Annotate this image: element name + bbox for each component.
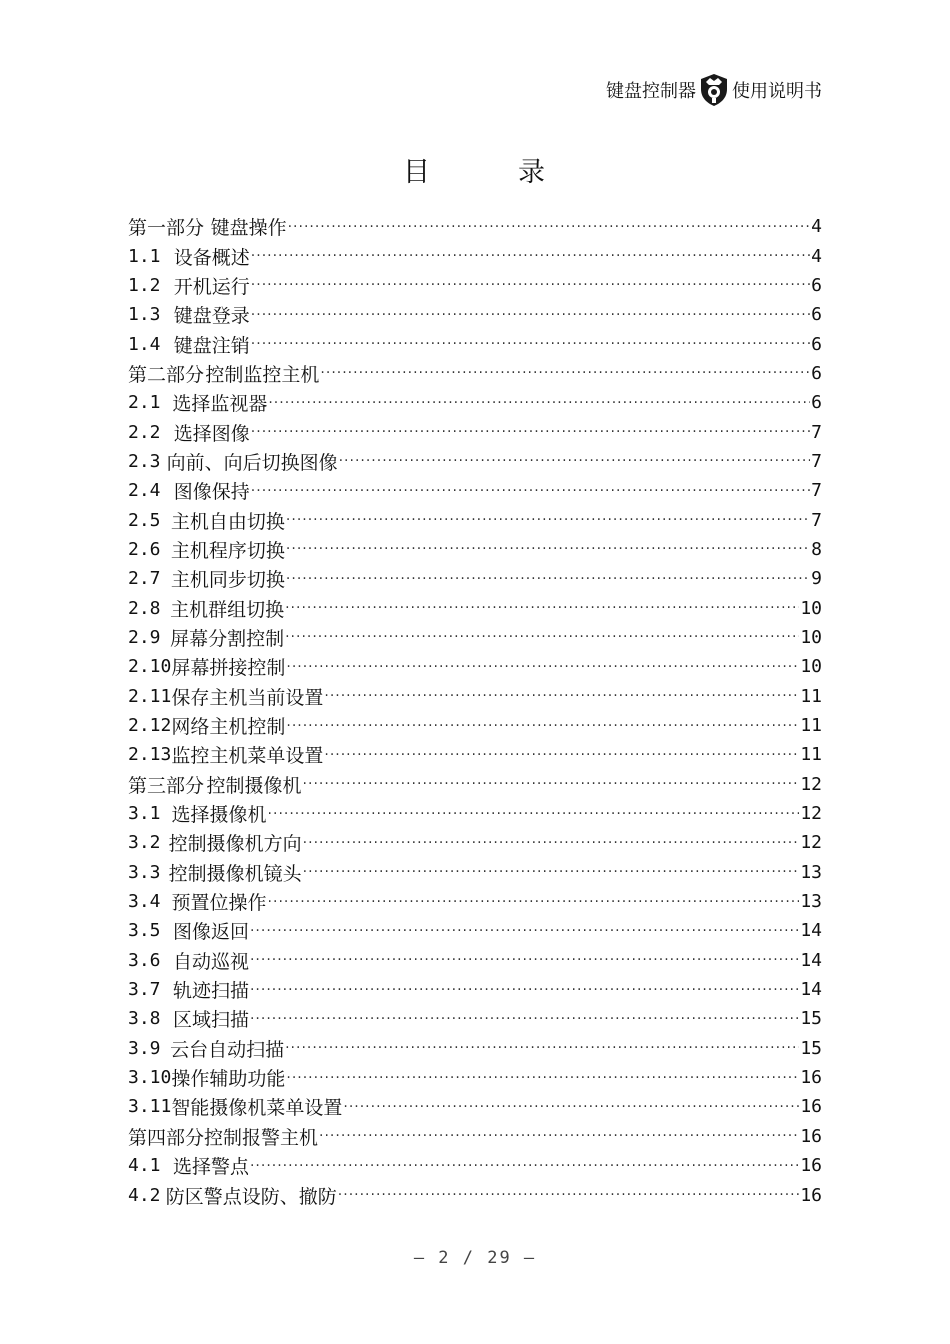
toc-section-entry[interactable] [128,564,822,593]
toc-entry-number: 3.10 [128,1067,172,1089]
toc-section-entry[interactable] [128,1034,822,1063]
toc-entry-number: 4.1 [128,1155,161,1177]
toc-title [0,150,950,189]
dot-leader [286,513,810,527]
dot-leader [286,660,799,674]
toc-entry-number: 3.4 [128,891,161,913]
dot-leader [268,396,810,410]
header-doc-type: 使用说明书 [732,81,822,102]
toc-entry-number: 3.11 [128,1096,172,1118]
toc-entry-page: 10 [800,626,822,648]
toc-entry-title: 控制摄像机 [206,774,302,797]
page-header [606,70,822,110]
dot-leader [250,1012,799,1026]
toc-entry-number: 2.8 [128,597,161,619]
toc-entry-title: 开机运行 [173,275,250,298]
toc-entry-page: 8 [811,538,822,560]
toc-section-entry[interactable] [128,241,822,270]
toc-entry-page: 10 [800,656,822,678]
toc-entry-title: 控制报警主机 [204,1126,319,1149]
toc-section-entry[interactable] [128,388,822,417]
toc-entry-number: 2.12 [128,715,172,737]
toc-section-entry[interactable] [128,1151,822,1180]
toc-entry-title: 控制摄像机镜头 [168,862,302,885]
toc-entry-number: 3.2 [128,832,161,854]
toc-entry-page: 9 [811,568,822,590]
toc-entry-number: 2.6 [128,538,161,560]
toc-section-entry[interactable] [128,476,822,505]
toc-entry-title: 预置位操作 [171,892,267,915]
toc-entry-title: 主机程序切换 [170,539,285,562]
toc-entry-title: 屏幕分割控制 [170,627,285,650]
toc-section-entry[interactable] [128,1004,822,1033]
toc-entry-title: 自动巡视 [172,950,249,973]
toc-entry-number: 1.2 [128,274,161,296]
toc-entry-page: 14 [800,949,822,971]
dot-leader [303,865,800,879]
toc-entry-title: 选择图像 [173,422,250,445]
toc-entry-page: 14 [800,920,822,942]
toc-entry-number: 第四部分 [128,1126,205,1149]
toc-part-entry[interactable] [128,359,822,388]
toc-entry-page: 16 [800,1096,822,1118]
toc-entry-title: 网络主机控制 [171,716,286,739]
toc-entry-page: 10 [800,597,822,619]
toc-title-right: 录 [518,157,547,188]
toc-entry-number: 3.9 [128,1037,161,1059]
dot-leader [251,308,810,322]
toc-entry-page: 6 [811,333,822,355]
dot-leader [251,337,810,351]
toc-entry-page: 15 [800,1037,822,1059]
dot-leader [285,601,799,615]
toc-entry-page: 7 [811,480,822,502]
toc-entry-title: 监控主机菜单设置 [171,745,324,768]
header-product-name: 键盘控制器 [606,81,696,102]
toc-entry-title: 键盘操作 [210,217,287,240]
toc-entry-title: 主机自由切换 [170,510,285,533]
toc-entry-title: 区域扫描 [172,1009,249,1032]
toc-entry-title: 向前、向后切换图像 [166,451,338,474]
toc-entry-number: 第一部分 [128,217,205,240]
shield-logo-icon [700,73,728,107]
toc-entry-number: 3.1 [128,803,161,825]
toc-entry-title: 设备概述 [173,246,250,269]
toc-section-entry[interactable] [128,975,822,1004]
toc-entry-page: 7 [811,421,822,443]
dot-leader [251,278,810,292]
toc-part-entry[interactable] [128,212,822,241]
toc-entry-page: 7 [811,450,822,472]
dot-leader [250,1159,799,1173]
dot-leader [286,572,810,586]
toc-part-entry[interactable] [128,1122,822,1151]
toc-entry-title: 屏幕拼接控制 [171,657,286,680]
toc-entry-number: 3.8 [128,1008,161,1030]
toc-section-entry[interactable] [128,858,822,887]
toc-entry-page: 13 [800,891,822,913]
toc-entry-title: 主机同步切换 [170,569,285,592]
toc-entry-page: 6 [811,304,822,326]
toc-entry-page: 12 [800,832,822,854]
toc-section-entry[interactable] [128,535,822,564]
toc-entry-title: 选择警点 [172,1156,249,1179]
dot-leader [338,1188,800,1202]
toc-entry-page: 4 [811,216,822,238]
toc-entry-page: 11 [800,685,822,707]
toc-entry-page: 11 [800,715,822,737]
toc-section-entry[interactable] [128,740,822,769]
toc-entry-number: 1.4 [128,333,161,355]
toc-section-entry[interactable] [128,593,822,622]
dot-leader [251,484,810,498]
toc-section-entry[interactable] [128,1180,822,1209]
toc-entry-number: 2.5 [128,509,161,531]
toc-entry-number: 1.3 [128,304,161,326]
toc-section-entry[interactable] [128,711,822,740]
toc-entry-title: 保存主机当前设置 [171,686,324,709]
toc-entry-page: 11 [800,744,822,766]
toc-entry-number: 2.2 [128,421,161,443]
dot-leader [324,689,799,703]
toc-entry-page: 6 [811,362,822,384]
dot-leader [286,542,810,556]
toc-entry-number: 4.2 [128,1184,161,1206]
toc-entry-number: 3.3 [128,861,161,883]
dot-leader [268,807,800,821]
toc-entry-number: 3.7 [128,979,161,1001]
toc-section-entry[interactable] [128,505,822,534]
toc-entry-title: 操作辅助功能 [171,1068,286,1091]
toc-section-entry[interactable] [128,1063,822,1092]
toc-section-entry[interactable] [128,946,822,975]
dot-leader [286,719,799,733]
dot-leader [303,836,800,850]
toc-entry-page: 4 [811,245,822,267]
toc-section-entry[interactable] [128,887,822,916]
toc-entry-title: 控制摄像机方向 [168,833,302,856]
toc-entry-number: 2.3 [128,450,161,472]
toc-entry-page: 6 [811,392,822,414]
dot-leader [250,953,799,967]
dot-leader [303,777,800,791]
toc-entry-number: 第二部分 [128,363,205,386]
toc-entry-number: 2.9 [128,626,161,648]
toc-section-entry[interactable] [128,916,822,945]
toc-entry-page: 12 [800,803,822,825]
toc-entry-page: 14 [800,979,822,1001]
table-of-contents [128,212,822,1210]
toc-entry-number: 2.10 [128,656,172,678]
toc-section-entry[interactable] [128,300,822,329]
toc-entry-title: 轨迹扫描 [172,980,249,1003]
toc-entry-title: 图像保持 [173,481,250,504]
toc-entry-title: 智能摄像机菜单设置 [171,1097,343,1120]
toc-entry-title: 选择摄像机 [171,804,267,827]
toc-section-entry[interactable] [128,828,822,857]
dot-leader [339,454,811,468]
toc-section-entry[interactable] [128,271,822,300]
toc-title-left: 目 [403,157,432,188]
toc-entry-title: 图像返回 [172,921,249,944]
toc-entry-title: 键盘登录 [173,305,250,328]
toc-entry-title: 控制监控主机 [205,363,320,386]
dot-leader [343,1100,799,1114]
toc-entry-title: 防区警点设防、撤防 [165,1185,337,1208]
dot-leader [285,630,799,644]
toc-entry-page: 16 [800,1184,822,1206]
toc-entry-number: 第三部分 [128,774,205,797]
toc-entry-title: 云台自动扫描 [170,1038,285,1061]
toc-section-entry[interactable] [128,682,822,711]
dot-leader [320,366,810,380]
toc-entry-page: 6 [811,274,822,296]
toc-entry-number: 2.1 [128,392,161,414]
toc-entry-number: 2.13 [128,744,172,766]
dot-leader [286,1071,799,1085]
toc-section-entry[interactable] [128,652,822,681]
toc-section-entry[interactable] [128,1092,822,1121]
toc-entry-page: 15 [800,1008,822,1030]
toc-entry-number: 3.5 [128,920,161,942]
dot-leader [250,924,799,938]
toc-section-entry[interactable] [128,447,822,476]
toc-entry-number: 2.11 [128,685,172,707]
toc-entry-page: 16 [800,1125,822,1147]
toc-section-entry[interactable] [128,799,822,828]
dot-leader [288,220,811,234]
toc-entry-page: 7 [811,509,822,531]
toc-part-entry[interactable] [128,770,822,799]
page-number-footer: – 2 / 29 – [413,1248,537,1268]
toc-section-entry[interactable] [128,329,822,358]
dot-leader [251,425,810,439]
toc-entry-number: 1.1 [128,245,161,267]
dot-leader [268,895,800,909]
dot-leader [324,748,799,762]
dot-leader [285,1041,799,1055]
toc-entry-page: 16 [800,1067,822,1089]
toc-entry-number: 3.6 [128,949,161,971]
toc-entry-page: 13 [800,861,822,883]
toc-entry-title: 键盘注销 [173,334,250,357]
dot-leader [250,983,799,997]
dot-leader [319,1129,799,1143]
toc-entry-page: 16 [800,1155,822,1177]
toc-section-entry[interactable] [128,623,822,652]
toc-entry-page: 12 [800,773,822,795]
toc-entry-title: 主机群组切换 [170,598,285,621]
toc-entry-number: 2.7 [128,568,161,590]
toc-entry-number: 2.4 [128,480,161,502]
toc-entry-title: 选择监视器 [172,393,268,416]
toc-section-entry[interactable] [128,417,822,446]
dot-leader [251,249,810,263]
